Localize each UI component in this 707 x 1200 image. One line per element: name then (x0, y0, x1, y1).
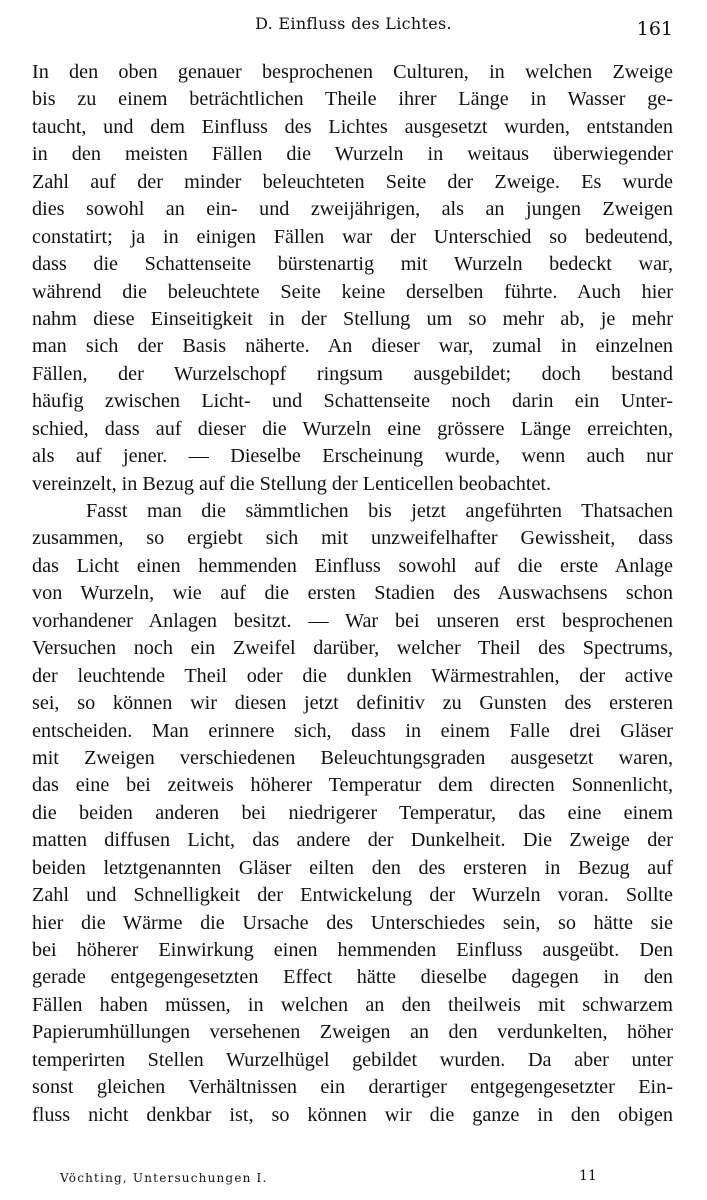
text-line: dass die Schattenseite bürstenartig mit Wurzeln bedeckt war, (32, 253, 673, 276)
text-line: taucht, und dem Einfluss des Lichtes ausgesetzt wurden, entstanden (32, 115, 673, 138)
text-line: gerade entgegengesetzten Effect hätte dieselbe dagegen in den (32, 966, 673, 989)
text-line: sei, so können wir diesen jetzt definitiv zu Gunsten des ersteren (32, 692, 673, 715)
text-line: Versuchen noch ein Zweifel darüber, welcher Theil des Spectrums, (32, 637, 673, 660)
text-line: beiden letztgenannten Gläser eilten den des ersteren in Bezug auf (32, 856, 673, 879)
text-line: das Licht einen hemmenden Einfluss sowohl auf die erste Anlage (32, 554, 673, 577)
signature-mark: 11 (579, 1168, 597, 1184)
text-line: bis zu einem beträchtlichen Theile ihrer Länge in Wasser ge- (32, 88, 673, 111)
text-line: man sich der Basis näherte. An dieser war, zumal in einzelnen (32, 335, 673, 358)
text-line: Zahl und Schnelligkeit der Entwickelung der Wurzeln voran. Sollte (32, 884, 673, 907)
text-line: fluss nicht denkbar ist, so können wir die ganze in den obigen (32, 1103, 673, 1126)
text-line: in den meisten Fällen die Wurzeln in weitaus überwiegender (32, 143, 673, 166)
text-line: In den oben genauer besprochenen Culturen, in welchen Zweige (32, 61, 673, 83)
text-line: der leuchtende Theil oder die dunklen Wärmestrahlen, der active (32, 664, 673, 687)
text-line: Fällen, der Wurzelschopf ringsum ausgebildet; doch bestand (32, 362, 673, 385)
text-line: die beiden anderen bei niedrigerer Temperatur, das eine einem (32, 801, 673, 824)
text-line: temperirten Stellen Wurzelhügel gebildet wurden. Da aber unter (32, 1048, 673, 1071)
page-number: 161 (636, 18, 673, 40)
text-line: zusammen, so ergiebt sich mit unzweifelhafter Gewissheit, dass (32, 527, 673, 550)
footer-author-title: Vöchting, Untersuchungen I. (60, 1171, 268, 1185)
text-line: von Wurzeln, wie auf die ersten Stadien des Auswachsens schon (32, 582, 673, 605)
body-text (32, 59, 673, 1129)
text-line: Fällen haben müssen, in welchen an den theilweis mit schwarzem (32, 993, 673, 1016)
text-line: schied, dass auf dieser die Wurzeln eine grössere Länge erreichten, (32, 417, 673, 440)
text-line: matten diffusen Licht, das andere der Dunkelheit. Die Zweige der (32, 829, 673, 852)
text-line: dies sowohl an ein- und zweijährigen, als an jungen Zweigen (32, 198, 673, 221)
page-footer (0, 1168, 707, 1194)
text-line: als auf jener. — Dieselbe Erscheinung wurde, wenn auch nur (32, 445, 673, 468)
text-line: Fasst man die sämmtlichen bis jetzt angeführten Thatsachen (86, 500, 673, 522)
text-line: mit Zweigen verschiedenen Beleuchtungsgraden ausgesetzt waren, (32, 746, 673, 769)
text-line: häufig zwischen Licht- und Schattenseite noch darin ein Unter- (32, 390, 673, 413)
page-header (0, 6, 707, 42)
text-line: während die beleuchtete Seite keine derselben führte. Auch hier (32, 280, 673, 303)
text-line: entscheiden. Man erinnere sich, dass in einem Falle drei Gläser (32, 719, 673, 742)
text-line: Papierumhüllungen versehenen Zweigen an den verdunkelten, höher (32, 1021, 673, 1044)
text-line: bei höherer Einwirkung einen hemmenden Einfluss ausgeübt. Den (32, 939, 673, 961)
text-line: vereinzelt, in Bezug auf die Stellung der Lenticellen beobachtet. (32, 472, 552, 495)
text-line: hier die Wärme die Ursache des Unterschiedes sein, so hätte sie (32, 911, 673, 934)
text-line: nahm diese Einseitigkeit in der Stellung um so mehr ab, je mehr (32, 307, 673, 330)
running-head: D. Einfluss des Lichtes. (255, 14, 452, 33)
text-line: Zahl auf der minder beleuchteten Seite der Zweige. Es wurde (32, 170, 673, 193)
text-line: constatirt; ja in einigen Fällen war der Unterschied so bedeutend, (32, 225, 673, 248)
text-line: sonst gleichen Verhältnissen ein derartiger entgegengesetzter Ein- (32, 1076, 673, 1099)
text-line: vorhandener Anlagen besitzt. — War bei unseren erst besprochenen (32, 609, 673, 632)
text-line: das eine bei zeitweis höherer Temperatur dem directen Sonnenlicht, (32, 774, 673, 797)
